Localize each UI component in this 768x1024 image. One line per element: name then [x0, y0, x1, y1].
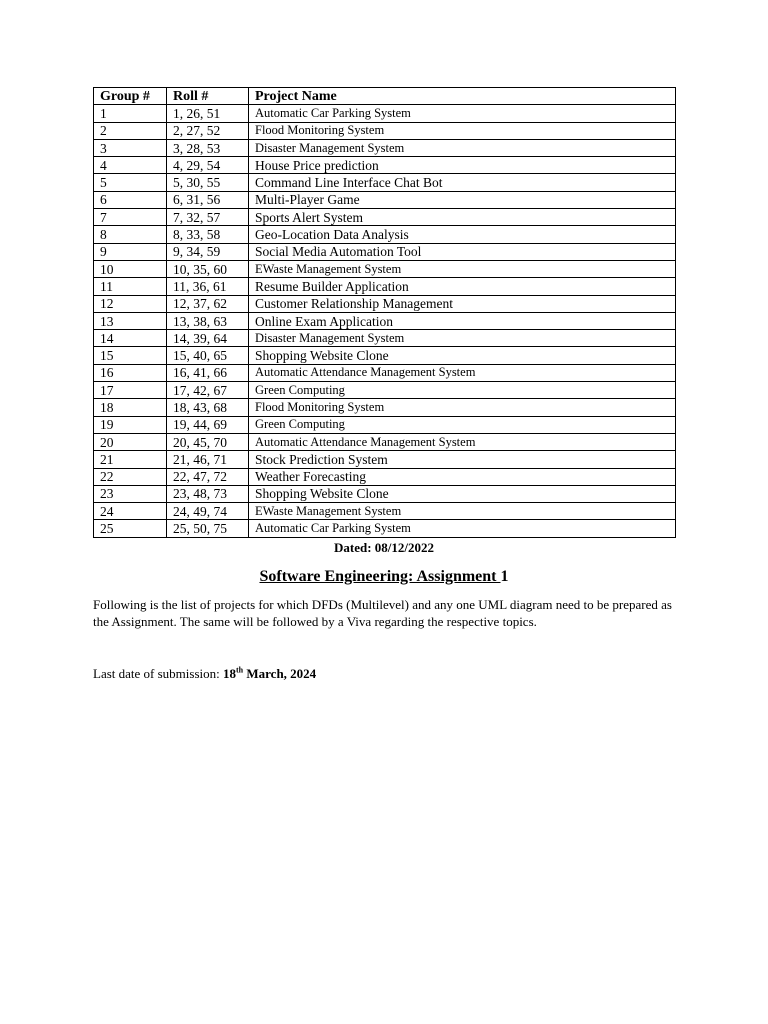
group-cell: 10	[94, 260, 167, 277]
group-cell: 6	[94, 191, 167, 208]
group-cell: 11	[94, 278, 167, 295]
table-row	[94, 122, 676, 139]
assignment-title-text: Software Engineering: Assignment	[259, 568, 501, 585]
project-name-cell: Green Computing	[249, 382, 676, 399]
project-name-cell: Disaster Management System	[249, 139, 676, 156]
project-name-cell: Automatic Car Parking System	[249, 520, 676, 537]
project-name-cell: EWaste Management System	[249, 260, 676, 277]
group-cell: 5	[94, 174, 167, 191]
instructions-paragraph: Following is the list of projects for which DFDs (Multilevel) and any one UML diagram need to be prepared as the Assignment. The same will be followed by a Viva regarding the respective topics.	[93, 597, 672, 629]
roll-cell: 19, 44, 69	[167, 416, 249, 433]
group-cell: 4	[94, 157, 167, 174]
table-row	[94, 503, 676, 520]
group-cell: 17	[94, 382, 167, 399]
table-row	[94, 330, 676, 347]
table-row	[94, 295, 676, 312]
roll-cell: 21, 46, 71	[167, 451, 249, 468]
group-cell: 13	[94, 312, 167, 329]
group-cell: 16	[94, 364, 167, 381]
roll-cell: 2, 27, 52	[167, 122, 249, 139]
group-cell: 1	[94, 105, 167, 122]
project-name-cell: Stock Prediction System	[249, 451, 676, 468]
roll-cell: 24, 49, 74	[167, 503, 249, 520]
table-row	[94, 174, 676, 191]
table-row	[94, 416, 676, 433]
roll-cell: 15, 40, 65	[167, 347, 249, 364]
project-name-cell: Disaster Management System	[249, 330, 676, 347]
table-row	[94, 209, 676, 226]
roll-cell: 14, 39, 64	[167, 330, 249, 347]
group-cell: 9	[94, 243, 167, 260]
table-row	[94, 157, 676, 174]
roll-cell: 8, 33, 58	[167, 226, 249, 243]
roll-cell: 6, 31, 56	[167, 191, 249, 208]
assignment-title	[93, 567, 675, 587]
roll-cell: 25, 50, 75	[167, 520, 249, 537]
roll-cell: 20, 45, 70	[167, 433, 249, 450]
project-name-cell: EWaste Management System	[249, 503, 676, 520]
roll-cell: 4, 29, 54	[167, 157, 249, 174]
project-name-cell: Multi-Player Game	[249, 191, 676, 208]
table-row	[94, 382, 676, 399]
submission-deadline	[93, 665, 316, 682]
table-row	[94, 226, 676, 243]
roll-cell: 18, 43, 68	[167, 399, 249, 416]
group-cell: 12	[94, 295, 167, 312]
group-cell: 20	[94, 433, 167, 450]
table-row	[94, 139, 676, 156]
group-cell: 24	[94, 503, 167, 520]
roll-cell: 16, 41, 66	[167, 364, 249, 381]
project-name-cell: Online Exam Application	[249, 312, 676, 329]
column-header-group: Group #	[94, 88, 167, 105]
table-row	[94, 520, 676, 537]
table-row	[94, 243, 676, 260]
project-name-cell: Weather Forecasting	[249, 468, 676, 485]
group-cell: 23	[94, 485, 167, 502]
table-body	[94, 105, 676, 537]
table-row	[94, 364, 676, 381]
roll-cell: 13, 38, 63	[167, 312, 249, 329]
group-cell: 21	[94, 451, 167, 468]
project-name-cell: Sports Alert System	[249, 209, 676, 226]
project-name-cell: Automatic Attendance Management System	[249, 364, 676, 381]
deadline-month-year: March, 2024	[243, 666, 317, 681]
group-cell: 22	[94, 468, 167, 485]
group-cell: 2	[94, 122, 167, 139]
project-name-cell: Automatic Car Parking System	[249, 105, 676, 122]
project-name-cell: Automatic Attendance Management System	[249, 433, 676, 450]
table-row	[94, 278, 676, 295]
column-header-project: Project Name	[249, 88, 676, 105]
table-row	[94, 399, 676, 416]
project-table	[93, 87, 676, 538]
project-name-cell: Shopping Website Clone	[249, 347, 676, 364]
project-name-cell: Geo-Location Data Analysis	[249, 226, 676, 243]
deadline-date	[223, 666, 316, 681]
assignment-number: 1	[500, 568, 509, 585]
group-cell: 8	[94, 226, 167, 243]
roll-cell: 7, 32, 57	[167, 209, 249, 226]
table-row	[94, 260, 676, 277]
project-name-cell: Shopping Website Clone	[249, 485, 676, 502]
roll-cell: 1, 26, 51	[167, 105, 249, 122]
project-name-cell: House Price prediction	[249, 157, 676, 174]
table-row	[94, 485, 676, 502]
table-header-row	[94, 88, 676, 105]
project-name-cell: Social Media Automation Tool	[249, 243, 676, 260]
table-row	[94, 451, 676, 468]
roll-cell: 22, 47, 72	[167, 468, 249, 485]
project-name-cell: Green Computing	[249, 416, 676, 433]
roll-cell: 12, 37, 62	[167, 295, 249, 312]
project-name-cell: Command Line Interface Chat Bot	[249, 174, 676, 191]
group-cell: 14	[94, 330, 167, 347]
roll-cell: 10, 35, 60	[167, 260, 249, 277]
roll-cell: 9, 34, 59	[167, 243, 249, 260]
deadline-day-suffix: th	[236, 665, 244, 675]
table-row	[94, 191, 676, 208]
project-name-cell: Flood Monitoring System	[249, 122, 676, 139]
group-cell: 7	[94, 209, 167, 226]
column-header-roll: Roll #	[167, 88, 249, 105]
deadline-day: 18	[223, 666, 236, 681]
roll-cell: 3, 28, 53	[167, 139, 249, 156]
project-name-cell: Flood Monitoring System	[249, 399, 676, 416]
table-row	[94, 433, 676, 450]
table-row	[94, 105, 676, 122]
dated-line: Dated: 08/12/2022	[333, 540, 435, 555]
table-row	[94, 347, 676, 364]
group-cell: 19	[94, 416, 167, 433]
table-row	[94, 312, 676, 329]
group-cell: 25	[94, 520, 167, 537]
project-name-cell: Resume Builder Application	[249, 278, 676, 295]
roll-cell: 23, 48, 73	[167, 485, 249, 502]
project-name-cell: Customer Relationship Management	[249, 295, 676, 312]
group-cell: 3	[94, 139, 167, 156]
roll-cell: 5, 30, 55	[167, 174, 249, 191]
group-cell: 15	[94, 347, 167, 364]
group-cell: 18	[94, 399, 167, 416]
roll-cell: 17, 42, 67	[167, 382, 249, 399]
deadline-label: Last date of submission:	[93, 666, 223, 681]
roll-cell: 11, 36, 61	[167, 278, 249, 295]
table-row	[94, 468, 676, 485]
